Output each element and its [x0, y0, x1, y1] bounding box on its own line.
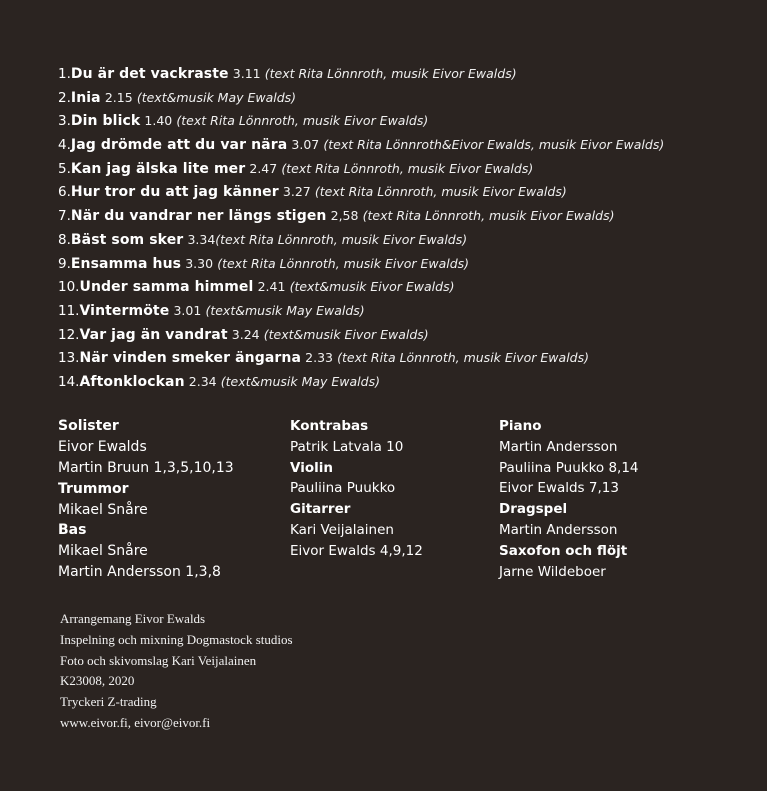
track-number: 3. — [58, 113, 71, 130]
credits-column-3 — [499, 416, 639, 582]
track-credit: (text Rita Lönnroth, musik Eivor Ewalds) — [176, 113, 429, 129]
track-credit: (text&musik May Ewalds) — [220, 373, 380, 389]
track-number: 12. — [58, 326, 80, 343]
production-note-line: www.eivor.fi, eivor@eivor.fi — [60, 714, 211, 730]
track-duration: 3.01 — [173, 302, 202, 318]
track-duration: 2.41 — [257, 279, 286, 295]
track-title: När du vandrar ner längs stigen — [70, 208, 327, 225]
track-number: 8. — [58, 231, 71, 248]
track-number: 7. — [58, 208, 71, 225]
track-number: 11. — [58, 302, 80, 319]
musician-name: Eivor Ewalds 4,9,12 — [290, 542, 423, 559]
track-item — [58, 157, 664, 181]
instrument-heading: Solister — [58, 418, 119, 434]
instrument-heading: Kontrabas — [290, 418, 369, 434]
track-title: När vinden smeker ängarna — [79, 350, 302, 367]
production-note-line: Foto och skivomslag Kari Veijalainen — [60, 652, 257, 668]
tracklist — [58, 62, 664, 394]
instrument-heading: Gitarrer — [290, 501, 351, 518]
musician-name: Eivor Ewalds — [58, 438, 147, 455]
musician-name: Martin Bruun 1,3,5,10,13 — [58, 459, 234, 476]
track-credit: (text Rita Lönnroth, musik Eivor Ewalds) — [264, 66, 517, 81]
production-note-line: Arrangemang Eivor Ewalds — [60, 611, 206, 626]
musician-name: Kari Veijalainen — [290, 521, 394, 538]
track-credit: (text Rita Lönnroth&Eivor Ewalds, musik Eivor Ewalds) — [323, 137, 665, 153]
track-item — [58, 109, 664, 133]
track-number: 2. — [58, 89, 71, 106]
track-credit: (text Rita Lönnroth, musik Eivor Ewalds) — [362, 208, 615, 224]
track-item — [58, 275, 664, 299]
musician-name: Mikael Snåre — [58, 543, 148, 560]
track-item — [58, 299, 664, 323]
instrument-heading: Bas — [58, 522, 87, 539]
instrument-heading: Trummor — [58, 480, 129, 497]
production-notes — [60, 609, 293, 734]
track-duration: 3.24 — [231, 326, 260, 342]
track-duration: 3.34 — [187, 231, 216, 247]
track-title: Kan jag älska lite mer — [70, 160, 246, 177]
track-credit: (text Rita Lönnroth, musik Eivor Ewalds) — [217, 255, 470, 271]
track-duration: 2.33 — [305, 350, 333, 366]
track-duration: 3.11 — [232, 66, 261, 81]
production-note-line: K23008, 2020 — [60, 673, 135, 689]
track-title: Inia — [70, 89, 101, 106]
track-item — [58, 86, 664, 110]
track-title: Jag drömde att du var nära — [70, 137, 288, 154]
track-title: Bäst som sker — [70, 231, 184, 248]
instrument-heading: Violin — [290, 459, 333, 476]
production-note-line: Tryckeri Z-trading — [60, 694, 157, 710]
track-item — [58, 323, 664, 347]
track-number: 13. — [58, 350, 80, 367]
track-number: 14. — [58, 373, 80, 390]
track-title: Aftonklockan — [79, 373, 185, 390]
track-credit: (text Rita Lönnroth, musik Eivor Ewalds) — [314, 184, 567, 200]
track-duration: 2.15 — [104, 89, 133, 105]
musician-name: Mikael Snåre — [58, 501, 148, 518]
track-credit: (text&musik Eivor Ewalds) — [289, 279, 455, 295]
track-title: Ensamma hus — [70, 255, 182, 272]
track-number: 10. — [58, 279, 80, 296]
track-item — [58, 346, 664, 370]
instrument-heading: Piano — [499, 418, 542, 434]
track-credit: (text&musik May Ewalds) — [205, 302, 365, 318]
track-credit: (text&musik May Ewalds) — [136, 89, 297, 105]
credits-column-1 — [58, 416, 234, 583]
track-title: Hur tror du att jag känner — [70, 184, 279, 201]
musician-name: Pauliina Puukko 8,14 — [499, 459, 639, 476]
track-number: 6. — [58, 184, 71, 201]
instrument-heading: Dragspel — [499, 501, 568, 518]
track-duration: 2.34 — [188, 373, 217, 389]
track-duration: 3.07 — [291, 137, 320, 153]
track-number: 1. — [58, 66, 71, 82]
track-item — [58, 252, 664, 276]
credits-column-2 — [290, 416, 423, 562]
musician-name: Pauliina Puukko — [290, 480, 396, 497]
track-duration: 1.40 — [144, 113, 173, 129]
musician-name: Patrik Latvala 10 — [290, 438, 404, 455]
track-credit: (text Rita Lönnroth, musik Eivor Ewalds) — [337, 350, 589, 366]
musician-name: Martin Andersson — [499, 438, 618, 455]
track-title: Din blick — [70, 113, 141, 130]
track-item — [58, 62, 664, 86]
track-credit: (text Rita Lönnroth, musik Eivor Ewalds) — [215, 231, 468, 247]
track-duration: 2.47 — [249, 160, 278, 176]
track-item — [58, 370, 664, 394]
track-number: 4. — [58, 137, 71, 154]
track-item — [58, 204, 664, 228]
track-duration: 3.30 — [185, 255, 214, 271]
track-duration: 3.27 — [282, 184, 311, 200]
track-title: Vintermöte — [79, 302, 170, 319]
musician-name: Eivor Ewalds 7,13 — [499, 480, 619, 497]
track-title: Var jag än vandrat — [79, 326, 228, 343]
instrument-heading: Saxofon och flöjt — [499, 542, 628, 559]
track-number: 5. — [58, 160, 71, 177]
track-item — [58, 180, 664, 204]
track-item — [58, 228, 664, 252]
track-duration: 2,58 — [330, 208, 359, 224]
track-credit: (text Rita Lönnroth, musik Eivor Ewalds) — [281, 160, 534, 176]
musician-name: Jarne Wildeboer — [499, 563, 606, 580]
track-number: 9. — [58, 255, 71, 272]
track-title: Under samma himmel — [79, 279, 254, 296]
musician-name: Martin Andersson — [499, 521, 618, 538]
production-note-line: Inspelning och mixning Dogmastock studios — [60, 631, 293, 647]
track-credit: (text&musik Eivor Ewalds) — [263, 326, 429, 342]
track-item — [58, 133, 664, 157]
track-title: Du är det vackraste — [70, 66, 229, 82]
musician-name: Martin Andersson 1,3,8 — [58, 564, 221, 581]
